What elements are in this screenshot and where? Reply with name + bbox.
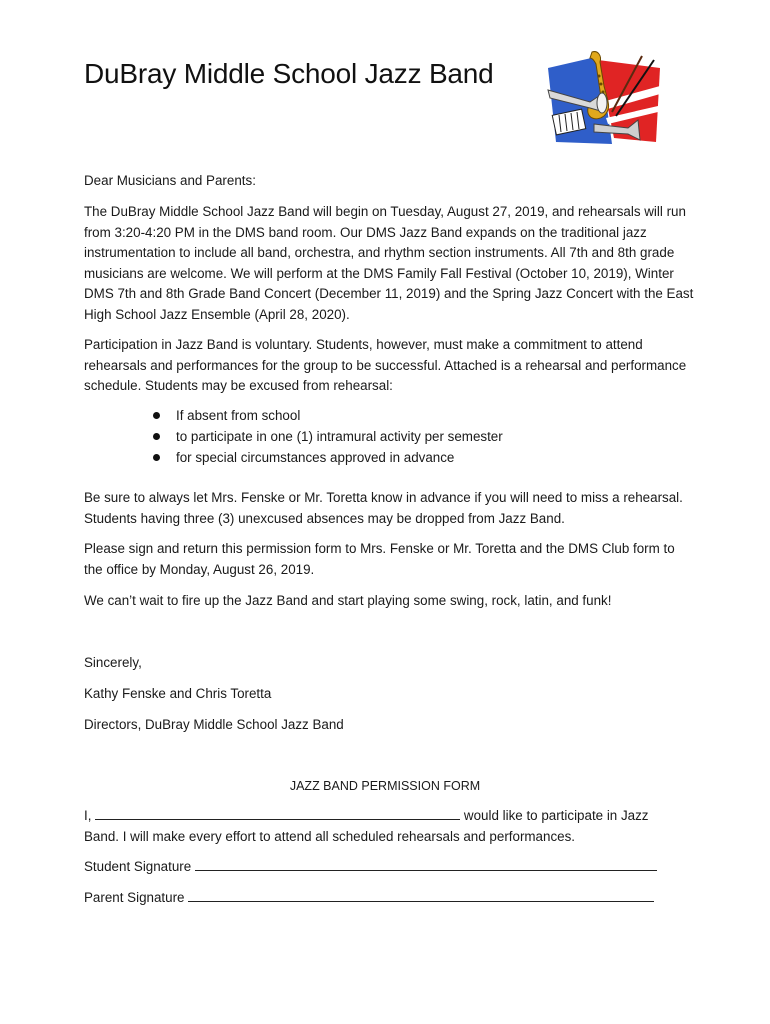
bullet-icon <box>153 412 160 419</box>
parent-signature-row <box>84 888 694 909</box>
excuse-list <box>150 405 503 468</box>
signers: Kathy Fenske and Chris Toretta <box>84 686 272 701</box>
bullet-icon <box>153 433 160 440</box>
page-title: DuBray Middle School Jazz Band <box>84 58 494 89</box>
form-title: JAZZ BAND PERMISSION FORM <box>289 779 481 793</box>
paragraph-schedule: The DuBray Middle School Jazz Band will begin on Tuesday, August 27, 2019, and rehearsals will run from 3:20-4:20 PM in the DMS band room. Our DMS Jazz Band expands on the traditional jazz instrumentation to include all band, orchestra, and rhythm section instruments. All 7th and 8th grade musicians are welcome. We will perform at the DMS Family Fall Festival (October 10, 2019), Winter DMS 7th and 8th Grade Band Concert (December 11, 2019) and the Spring Jazz Concert with the East High School Jazz Ensemble (April 28, 2020). <box>84 204 694 322</box>
participation-prefix: I, <box>84 808 92 823</box>
list-item: for special circumstances approved in advance <box>150 447 503 468</box>
closing: Sincerely, <box>84 655 142 670</box>
name-field[interactable] <box>95 807 460 820</box>
paragraph-absences: Be sure to always let Mrs. Fenske or Mr. Toretta know in advance if you will need to miss a rehearsal. Students having three (3) unexcused absences may be dropped from Jazz Band. <box>84 490 683 526</box>
paragraph-excitement: We can’t wait to fire up the Jazz Band and start playing some swing, rock, latin, and funk! <box>84 593 612 608</box>
parent-signature-label: Parent Signature <box>84 890 185 905</box>
greeting: Dear Musicians and Parents: <box>84 173 256 188</box>
student-signature-label: Student Signature <box>84 859 192 874</box>
bullet-icon <box>153 454 160 461</box>
signers-role: Directors, DuBray Middle School Jazz Band <box>84 717 344 732</box>
participation-suffix: would like to participate in Jazz <box>463 808 649 823</box>
student-signature-row <box>84 857 694 878</box>
commitment-text: Band. I will make every effort to attend all scheduled rehearsals and performances. <box>84 829 576 844</box>
list-item: to participate in one (1) intramural activity per semester <box>150 426 503 447</box>
parent-signature-field[interactable] <box>188 889 654 902</box>
participation-line <box>84 806 694 827</box>
jazz-instruments-icon <box>542 46 664 146</box>
paragraph-return-form: Please sign and return this permission form to Mrs. Fenske or Mr. Toretta and the DMS Club form to the office by Monday, August 26, 2019. <box>84 541 675 577</box>
paragraph-participation: Participation in Jazz Band is voluntary. Students, however, must make a commitment to attend rehearsals and performances for the group to be successful. Attached is a rehearsal and performance schedule. Students may be excused from rehearsal: <box>84 337 687 393</box>
student-signature-field[interactable] <box>195 858 657 871</box>
list-item: If absent from school <box>150 405 503 426</box>
